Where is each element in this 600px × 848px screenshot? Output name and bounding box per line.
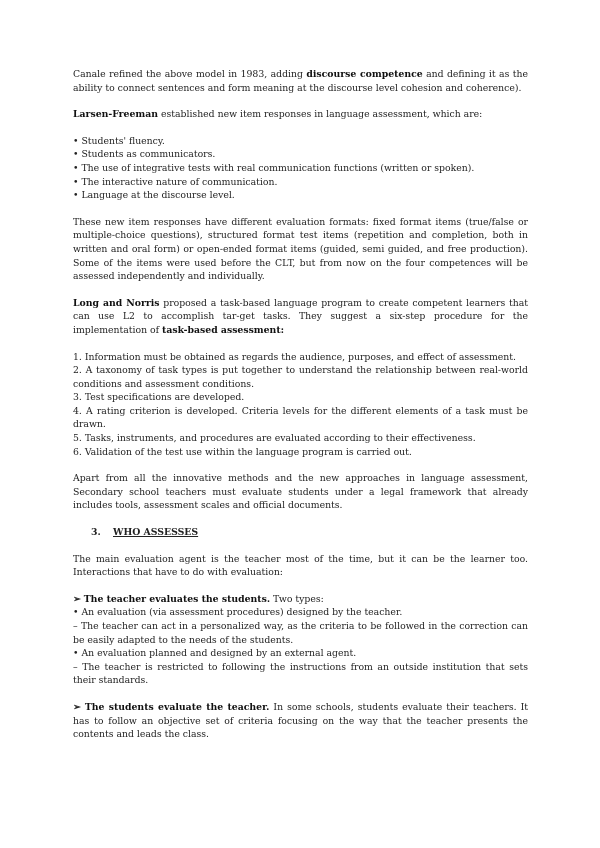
arrow-bullet-icon: ➢ xyxy=(73,593,81,605)
list-item: – The teacher is restricted to following the instructions from an outside institution that sets their standards. xyxy=(73,661,528,687)
six-step-procedure-list xyxy=(73,351,528,460)
list-item: 4. A rating criterion is developed. Criteria levels for the different elements of a task must be drawn. xyxy=(73,405,528,431)
list-item: • An evaluation (via assessment procedures) designed by the teacher. xyxy=(73,607,403,619)
teacher-evaluates-section xyxy=(73,593,528,688)
students-evaluate-section: ➢ The students evaluate the teacher. In some schools, students evaluate their teachers. It has to follow an objective set of criteria focusing on the way that the teacher presents the contents and leads the class. xyxy=(73,701,528,741)
section-number: 3. xyxy=(91,527,101,539)
term-discourse-competence: discourse competence xyxy=(306,69,423,80)
paragraph-evaluation-agent: The main evaluation agent is the teacher most of the time, but it can be the learner too. Interactions that have to do with evaluation: xyxy=(73,553,528,579)
paragraph-canale: Canale refined the above model in 1983, adding discourse competence and defining it as the ability to connect sentences and form meaning at the discourse level cohesion and coherence). xyxy=(73,69,528,94)
list-item: • Students as communicators. xyxy=(73,149,216,161)
paragraph-evaluation-formats: These new item responses have different evaluation formats: fixed format items (true/false or multiple-choice questions), structured format test items (repetition and completion, both in written and oral form) or open-ended format items (guided, semi guided, and free production). Some of the items were used before the CLT, but from now on the four competences will be assessed independently and individually. xyxy=(73,216,528,283)
list-item: – The teacher can act in a personalized way, as the criteria to be followed in the correction can be easily adapted to the needs of the students. xyxy=(73,621,528,646)
list-item: • The interactive nature of communication. xyxy=(73,176,278,188)
list-item: • An evaluation planned and designed by an external agent. xyxy=(73,648,357,660)
document-page xyxy=(73,68,528,755)
item-responses-list xyxy=(73,135,528,203)
paragraph-legal-framework: Apart from all the innovative methods and the new approaches in language assessment, Secondary school teachers must evaluate students under a legal framework that already includes tools, assessment scales and official documents. xyxy=(73,473,528,512)
list-item: 5. Tasks, instruments, and procedures are evaluated according to their effectiveness. xyxy=(73,433,476,445)
list-item: • Language at the discourse level. xyxy=(73,190,235,202)
arrow-bullet-icon: ➢ xyxy=(73,701,81,713)
section-heading-who-assesses xyxy=(73,526,528,540)
author-long-norris: Long and Norris xyxy=(73,297,160,309)
list-item: 3. Test specifications are developed. xyxy=(73,392,245,404)
list-item: 2. A taxonomy of task types is put together to understand the relationship between real-world conditions and assessment conditions. xyxy=(73,365,528,390)
subsection-header: ➢ The teacher evaluates the students. Two types: xyxy=(73,593,324,605)
list-item: • Students' fluency. xyxy=(73,135,165,147)
section-title: WHO ASSESSES xyxy=(113,527,199,539)
list-item: 6. Validation of the test use within the language program is carried out. xyxy=(73,446,412,458)
list-item: 1. Information must be obtained as regards the audience, purposes, and effect of assessment. xyxy=(73,351,516,363)
paragraph-long-norris: Long and Norris proposed a task-based language program to create competent learners that can use L2 to accomplish tar-get tasks. They suggest a six-step procedure for the implementation of task-based assessment: xyxy=(73,297,528,336)
paragraph-larsen-freeman: Larsen-Freeman established new item responses in language assessment, which are: xyxy=(73,109,483,121)
list-item: • The use of integrative tests with real communication functions (written or spoken). xyxy=(73,162,475,174)
author-larsen-freeman: Larsen-Freeman xyxy=(73,109,159,121)
term-task-based-assessment: task-based assessment: xyxy=(162,324,285,336)
